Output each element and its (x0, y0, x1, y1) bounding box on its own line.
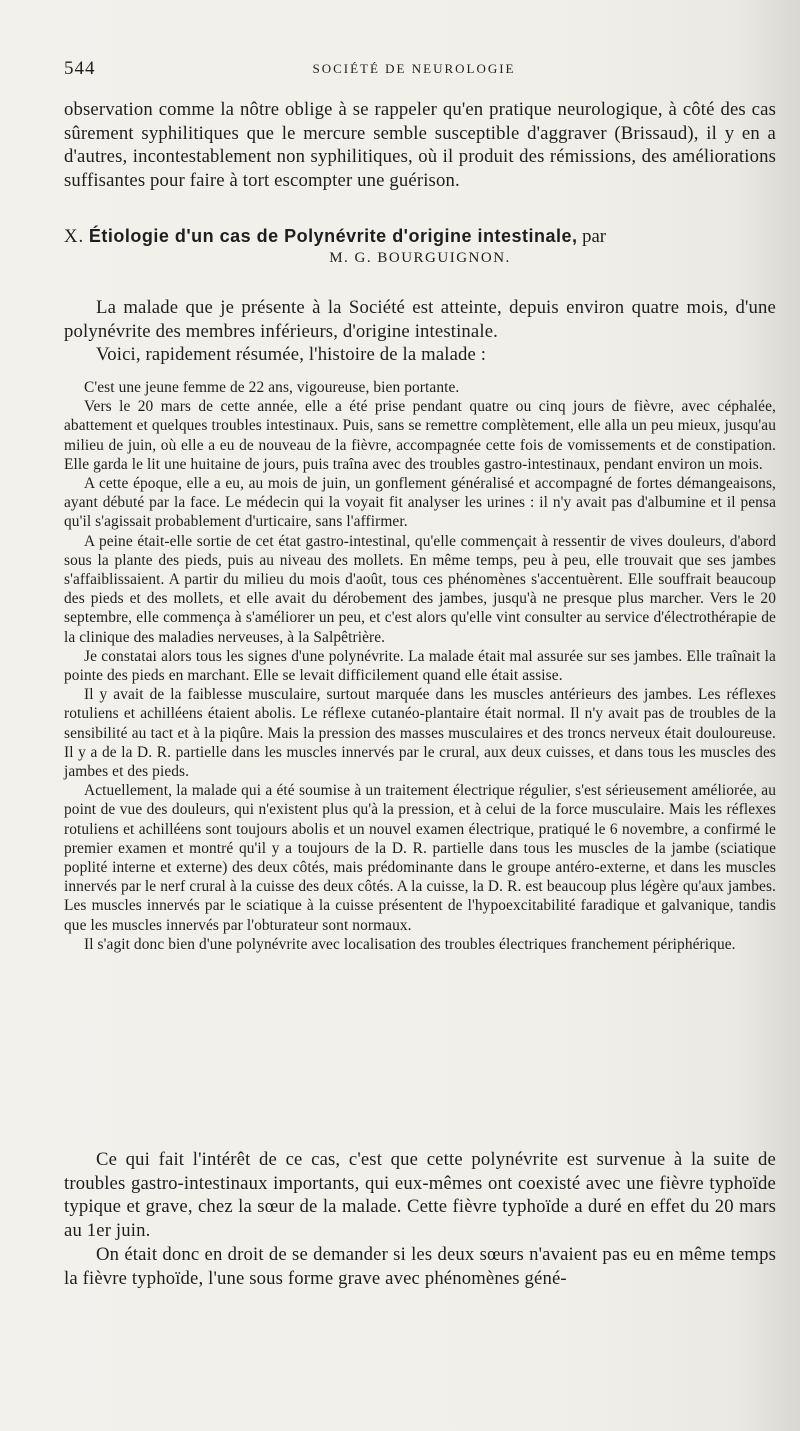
article-number: X. (64, 226, 85, 247)
case-paragraph: Il y avait de la faiblesse musculaire, surtout marquée dans les muscles antérieurs des jambes. Les réflexes rotuliens et achilléens étaient abolis. Le réflexe cutanéo-plantaire était normal. Il n'y avait pas de troubles de la sensibilité au tact et à la piqûre. Mais la pression des masses musculaires et des troncs nerveux était douloureuse. Il y a de la D. R. partielle dans les muscles innervés par le crural, aux deux cuisses, et dans tous les muscles des jambes et des pieds. (64, 686, 776, 781)
conclusion-paragraph: On était donc en droit de se demander si les deux sœurs n'avaient pas eu en même temps la fièvre typhoïde, l'une sous forme grave avec phénomènes géné- (64, 1243, 776, 1289)
conclusion-paragraph: Ce qui fait l'intérêt de ce cas, c'est que cette polynévrite est survenue à la suite de troubles gastro-intestinaux importants, qui eux-mêmes ont coexisté avec une fièvre typhoïde typique et grave, chez la sœur de la malade. Cette fièvre typhoïde a duré en effet du 20 mars au 1er juin. (64, 1149, 776, 1242)
article-title: Étiologie d'un cas de Polynévrite d'origine intestinale, (88, 226, 578, 246)
body-paragraph: Voici, rapidement résumée, l'histoire de la malade : (96, 344, 487, 365)
article-par: par (582, 226, 607, 247)
case-paragraph: C'est une jeune femme de 22 ans, vigoureuse, bien portante. (84, 379, 460, 396)
case-paragraph: Il s'agit donc bien d'une polynévrite avec localisation des troubles électriques franchement périphérique. (84, 935, 736, 953)
running-head: SOCIÉTÉ DE NEUROLOGIE (312, 61, 516, 76)
body-intro (64, 296, 776, 367)
article-title-line (64, 225, 776, 248)
body-paragraph: La malade que je présente à la Société est atteinte, depuis environ quatre mois, d'une polynévrite des membres inférieurs, d'origine intestinale. (64, 297, 776, 342)
conclusion (64, 1148, 776, 1290)
case-paragraph: Actuellement, la malade qui a été soumise à un traitement électrique régulier, s'est sérieusement améliorée, au point de vue des douleurs, qui n'existent plus qu'à la pression, et à celui de la force musculaire. Mais les réflexes rotuliens et achilléens sont toujours abolis et un nouvel examen électrique, pratiqué le 6 novembre, a confirmé le premier examen et montré qu'il y a toujours de la D. R. partielle dans tous les muscles de la jambe (sciatique poplité interne et externe) des deux côtés, mais prédominante dans le groupe antéro-externe, et dans les muscles innervés par le nerf crural à la cuisse des deux côtés. A la cuisse, la D. R. est beaucoup plus légère qu'aux jambes. Les muscles innervés par le sciatique à la cuisse présentent de l'hypoexcitabilité faradique et galvanique, tandis que les muscles innervés par l'obturateur sont normaux. (64, 782, 776, 934)
case-paragraph: A cette époque, elle a eu, au mois de juin, un gonflement généralisé et accompagné de fortes démangeaisons, ayant débuté par la face. Le médecin qui la voyait fit analyser les urines : il n'y avait pas d'albumine et il pensa qu'il s'agissait probablement d'urticaire, sans l'affirmer. (64, 475, 776, 531)
page-number: 544 (64, 58, 96, 79)
case-history (64, 378, 776, 954)
case-paragraph: Vers le 20 mars de cette année, elle a été prise pendant quatre ou cinq jours de fièvre, avec céphalée, abattement et quelques troubles intestinaux. Puis, sans se remettre complètement, elle alla un peu mieux, jusqu'au milieu de juin, où elle a eu de nouveau de la fièvre, accompagnée cette fois de vomissements et de constipation. Elle garda le lit une huitaine de jours, puis traîna avec des troubles gastro-intestinaux, pendant environ un mois. (64, 398, 776, 473)
intro-paragraph-block (64, 98, 776, 192)
article-author: M. G. BOURGUIGNON. (329, 250, 511, 266)
case-paragraph: Je constatai alors tous les signes d'une polynévrite. La malade était mal assurée sur ses jambes. Elle traînait la pointe des pieds en marchant. Elle se levait difficilement quand elle était assise. (64, 647, 776, 685)
intro-paragraph: observation comme la nôtre oblige à se rappeler qu'en pratique neurologique, à côté des cas sûrement syphilitiques que le mercure semble susceptible d'aggraver (Brissaud), il y en a d'autres, incontestablement non syphilitiques, où il produit des rémissions, des améliorations suffisantes pour faire à tort escompter une guérison. (64, 99, 776, 191)
article-heading (64, 225, 776, 267)
case-paragraph: A peine était-elle sortie de cet état gastro-intestinal, qu'elle commençait à ressentir de vives douleurs, d'abord sous la plante des pieds, puis au niveau des mollets. En même temps, peu à peu, elle trouvait que ses jambes s'affaiblissaient. A partir du milieu du mois d'août, tous ces phénomènes s'accentuèrent. Elle souffrait beaucoup des pieds et des mollets, et elle avait du dérobement des jambes, jusqu'à ne presque plus marcher. Vers le 20 septembre, elle commença à s'améliorer un peu, et c'est alors qu'elle vint consulter au service d'électrothérapie de la clinique des maladies nerveuses, à la Salpêtrière. (64, 532, 776, 646)
page-header (64, 58, 764, 82)
